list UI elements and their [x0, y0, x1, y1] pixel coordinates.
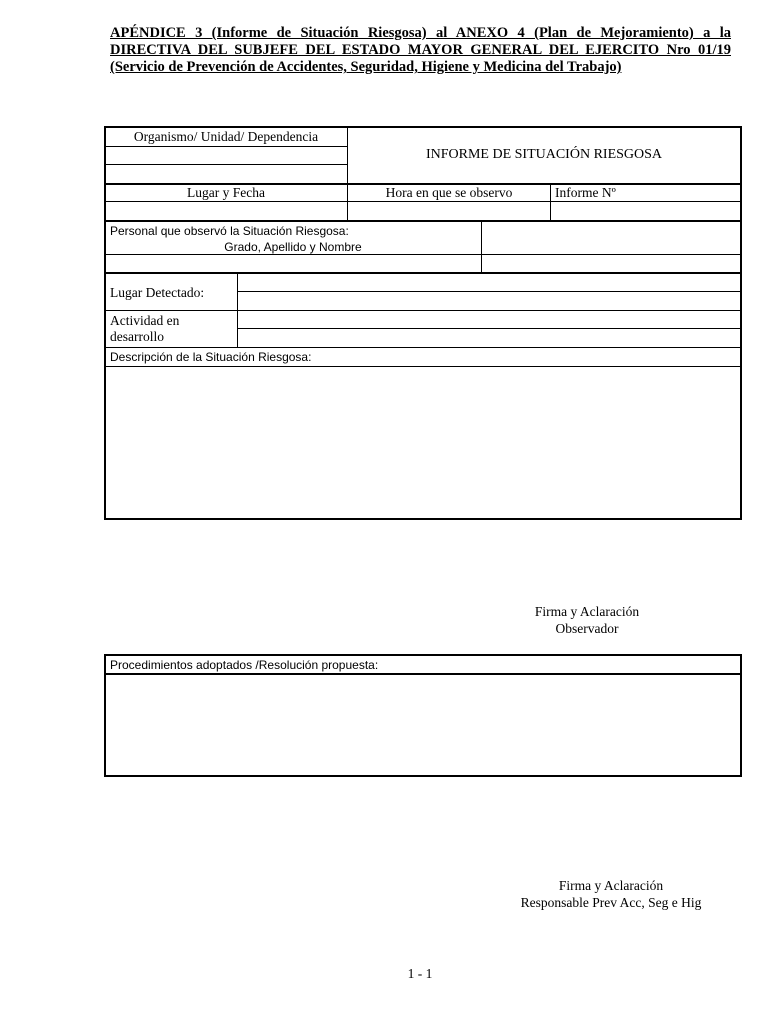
divider [105, 366, 741, 367]
actividad-label-line2: desarrollo [110, 329, 164, 344]
report-title: INFORME DE SITUACIÓN RIESGOSA [425, 147, 663, 162]
personal-label: Personal que observó la Situación Riesgosa: [110, 224, 349, 238]
procedures-field[interactable] [106, 676, 740, 775]
actividad-label-line1: Actividad en [110, 313, 180, 328]
divider [105, 201, 741, 202]
divider [237, 291, 741, 292]
divider [550, 184, 551, 221]
actividad-field-1[interactable] [239, 312, 740, 327]
organismo-field-1[interactable] [106, 148, 346, 163]
observer-signature-line2: Observador [555, 621, 619, 636]
grado-label: Grado, Apellido y Nombre [224, 240, 362, 254]
organismo-label: Organismo/ Unidad/ Dependencia [133, 129, 319, 144]
lugar-fecha-field[interactable] [106, 203, 346, 219]
document-header: APÉNDICE 3 (Informe de Situación Riesgosa) al ANEXO 4 (Plan de Mejoramiento) a la DIRECTIVA DEL SUBJEFE DEL ESTADO MAYOR GENERAL DEL EJERCITO Nro 01/19 (Servicio de Prevención de Accidentes, Seguridad, Higiene y Medicina del Trabajo) [110, 25, 731, 75]
divider [481, 221, 482, 273]
personal-extra-field-2[interactable] [483, 256, 740, 271]
divider [105, 310, 741, 311]
divider [105, 220, 741, 222]
procedures-label: Procedimientos adoptados /Resolución propuesta: [110, 658, 379, 672]
lugar-detectado-field-2[interactable] [239, 293, 740, 309]
divider [105, 673, 741, 675]
personal-field[interactable] [106, 256, 480, 271]
responsible-signature-line1: Firma y Aclaración [558, 878, 664, 893]
lugar-fecha-label: Lugar y Fecha [187, 185, 265, 200]
organismo-field-2[interactable] [106, 166, 346, 182]
descripcion-label: Descripción de la Situación Riesgosa: [110, 350, 312, 364]
informe-number-field[interactable] [552, 203, 740, 219]
descripcion-field[interactable] [106, 368, 740, 518]
divider [105, 146, 347, 147]
personal-extra-field-1[interactable] [483, 223, 740, 253]
actividad-field-2[interactable] [239, 330, 740, 346]
divider [237, 328, 741, 329]
informe-number-label: Informe Nº [555, 185, 616, 200]
lugar-detectado-label: Lugar Detectado: [110, 285, 205, 300]
page-number: 1 - 1 [407, 966, 433, 981]
hora-label: Hora en que se observo [385, 185, 513, 200]
observer-signature-line1: Firma y Aclaración [534, 604, 640, 619]
divider [105, 347, 741, 348]
lugar-detectado-field-1[interactable] [239, 274, 740, 290]
hora-field[interactable] [349, 203, 549, 219]
responsible-signature-line2: Responsable Prev Acc, Seg e Hig [520, 895, 702, 910]
divider [105, 164, 347, 165]
